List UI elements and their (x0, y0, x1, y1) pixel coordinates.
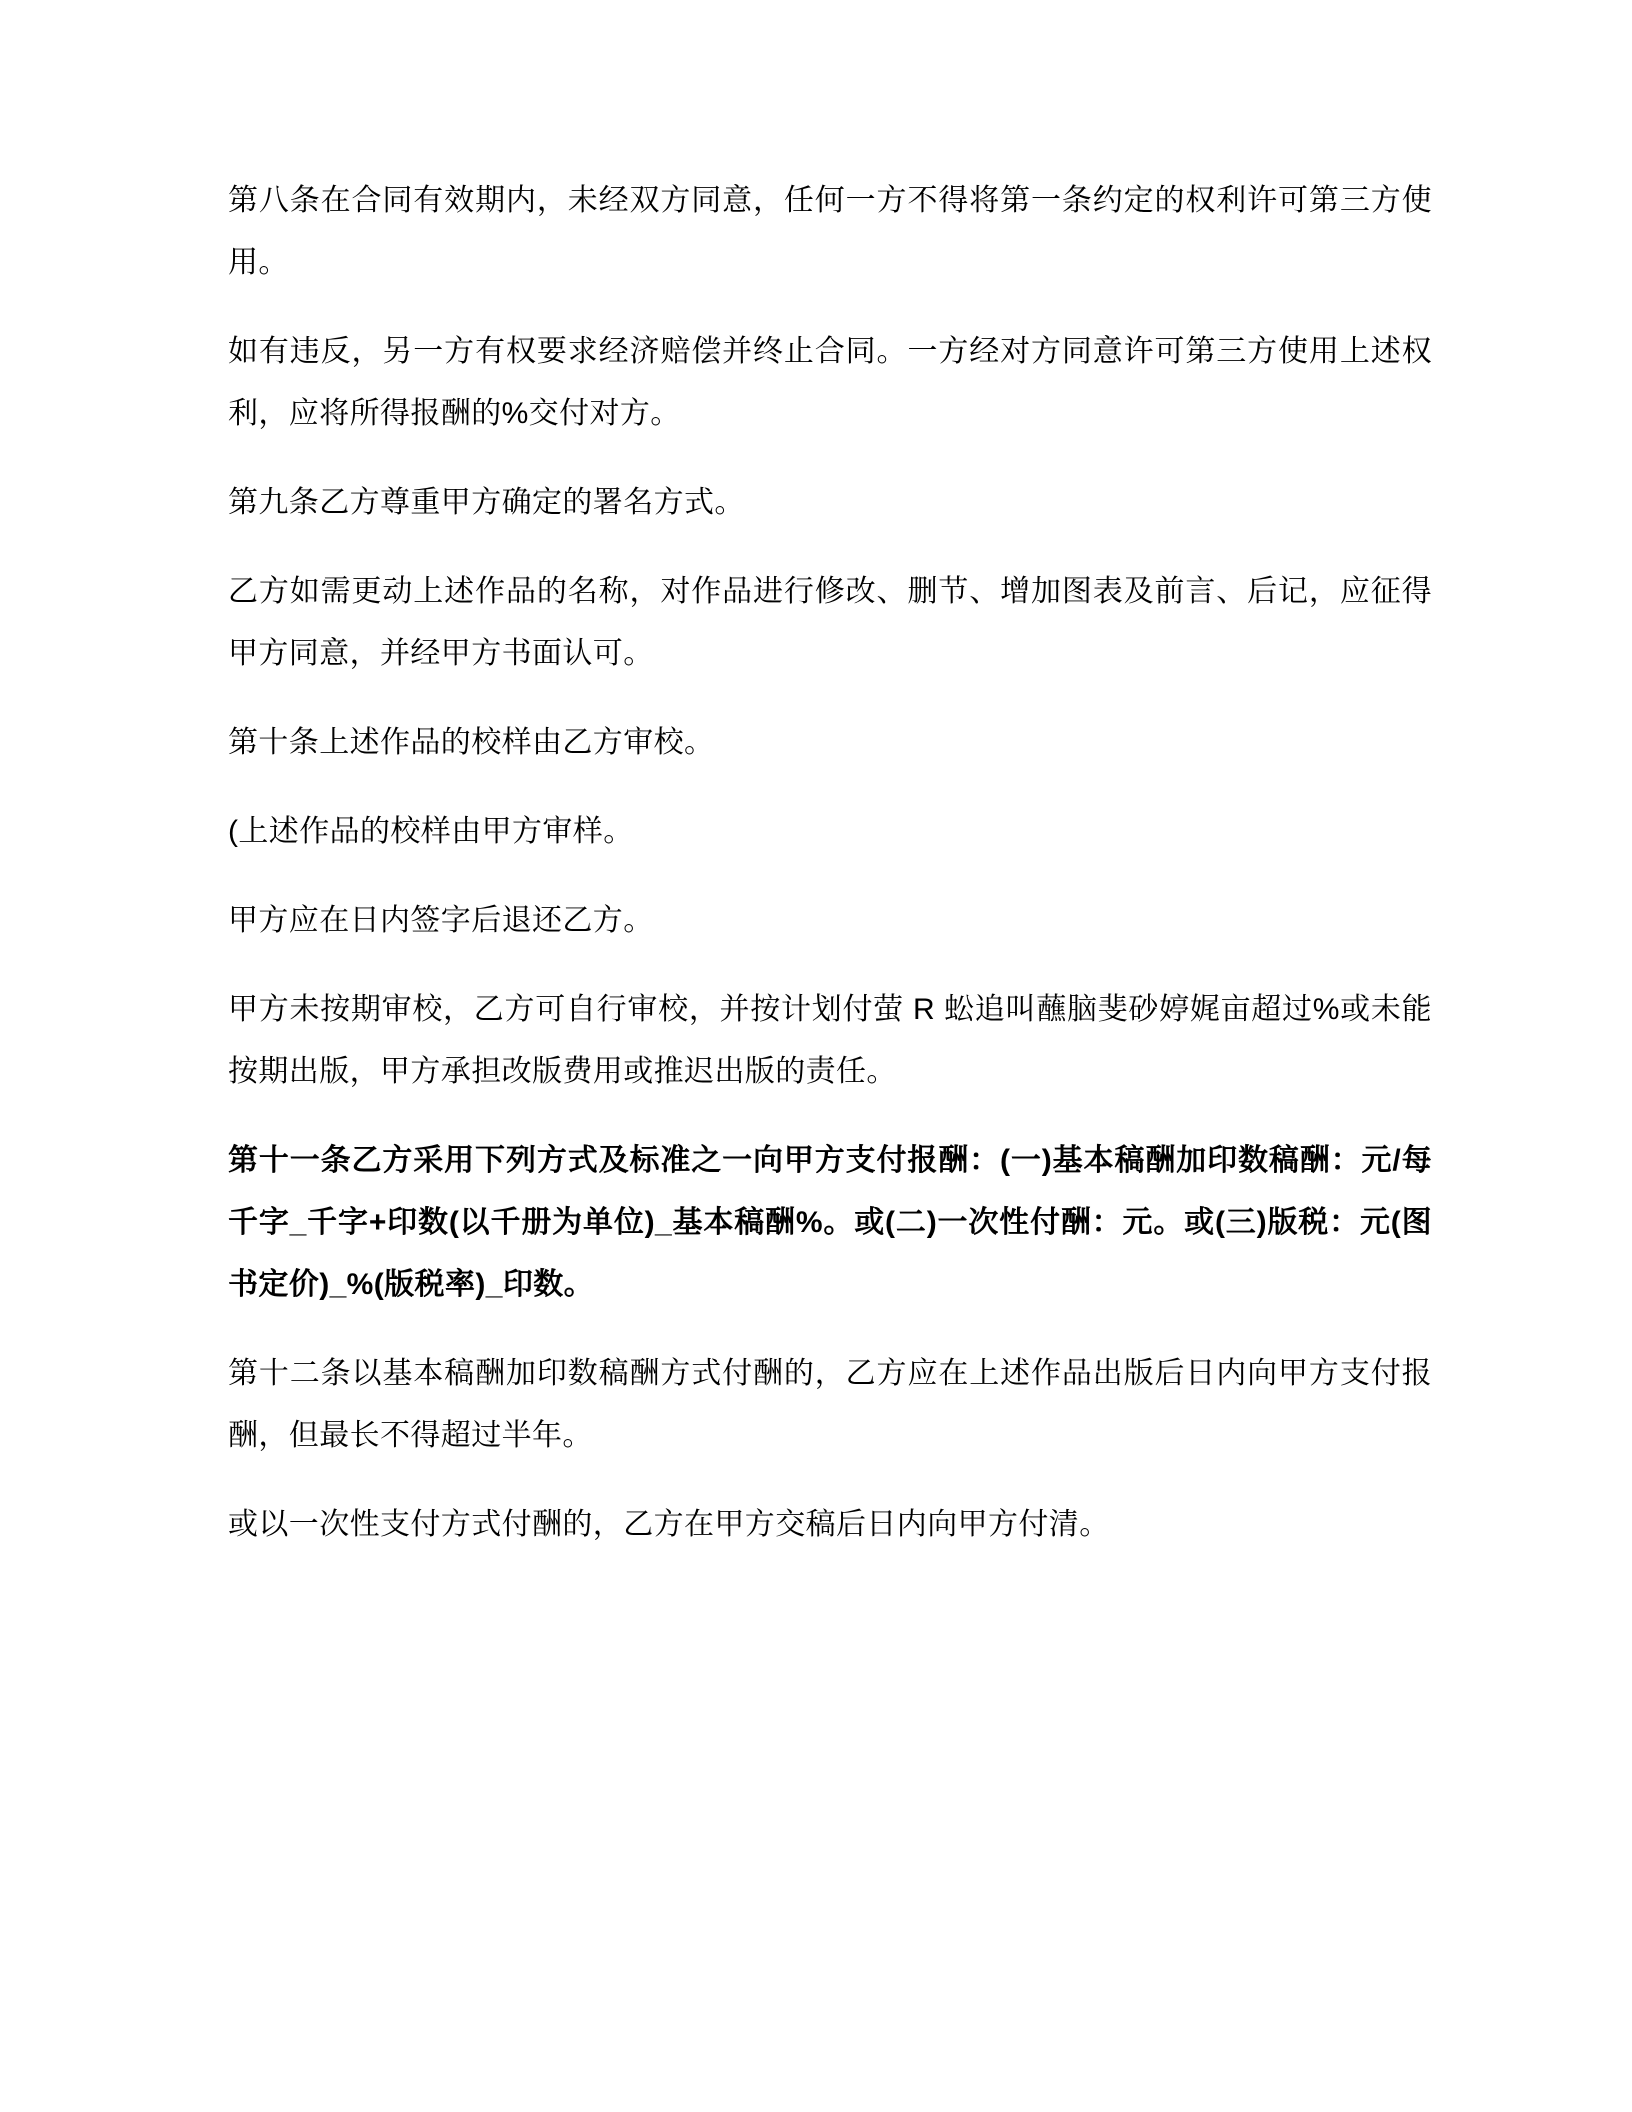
paragraph-clause-11: 第十一条乙方采用下列方式及标准之一向甲方支付报酬：(一)基本稿酬加印数稿酬：元/每千字_千字+印数(以千册为单位)_基本稿酬%。或(二)一次性付酬：元。或(三)版税：元(图书定价)_%(版税率)_印数。 (228, 1144, 1432, 1301)
paragraph-clause-9: 第九条乙方尊重甲方确定的署名方式。 (228, 486, 745, 519)
document-body (228, 170, 1432, 1556)
paragraph-clause-10: 第十条上述作品的校样由乙方审校。 (228, 726, 715, 759)
paragraph-clause-12-note: 或以一次性支付方式付酬的，乙方在甲方交稿后日内向甲方付清。 (228, 1508, 1110, 1541)
paragraph-clause-10-note-3: 甲方未按期审校，乙方可自行审校，并按计划付萤 R 蚣追叫蘸脑斐砂婷娓亩超过%或未能按期出版，甲方承担改版费用或推迟出版的责任。 (228, 993, 1432, 1088)
paragraph-clause-9-note: 乙方如需更动上述作品的名称，对作品进行修改、删节、增加图表及前言、后记，应征得甲方同意，并经甲方书面认可。 (228, 575, 1432, 670)
paragraph-clause-10-note-2: 甲方应在日内签字后退还乙方。 (228, 904, 654, 937)
paragraph-clause-12: 第十二条以基本稿酬加印数稿酬方式付酬的，乙方应在上述作品出版后日内向甲方支付报酬，但最长不得超过半年。 (228, 1357, 1432, 1452)
paragraph-clause-8-note: 如有违反，另一方有权要求经济赔偿并终止合同。一方经对方同意许可第三方使用上述权利，应将所得报酬的%交付对方。 (228, 335, 1432, 430)
paragraph-clause-8: 第八条在合同有效期内，未经双方同意，任何一方不得将第一条约定的权利许可第三方使用。 (228, 184, 1432, 279)
paragraph-clause-10-note-1: (上述作品的校样由甲方审样。 (228, 815, 634, 848)
